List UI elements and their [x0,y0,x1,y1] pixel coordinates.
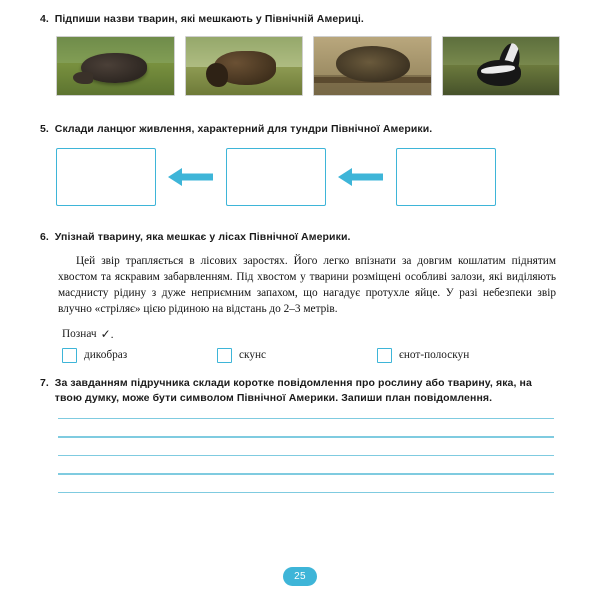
task-7-answer-lines [58,418,554,493]
answer-line-1[interactable] [58,418,554,419]
food-chain-box-3[interactable] [396,148,496,206]
task-6-paragraph-text: Цей звір трапляється в лісових заростях. Його легко впізнати за довгим кошлатим піднятим хвостом та яскравим забарвленням. Під хвостом у тварини розміщені особливі залози, які виділяють масднисту рідину з дуже неприємним запахом, що нагадує протухле яйце. У разі небезпеки звір влучно «стріляє» цією рідиною на відстань до 2–3 метрів. [58,254,556,315]
option-label-dykobraz: дикобраз [84,349,128,362]
mark-instruction [62,327,560,342]
food-chain-box-2[interactable] [226,148,326,206]
option-skuns[interactable] [217,348,377,363]
task-7-prompt: За завданням підручника склади коротке повідомлення про рослину або тварину, яка, на твою думку, може бути символом Північної Америки. Запиши план повідомлення. [54,376,532,404]
page-number-badge: 25 [283,567,317,586]
task-7-heading [40,376,560,406]
task-5-heading [40,122,560,136]
animal-photo-porcupine-tree [313,36,432,96]
checkbox-dykobraz[interactable] [62,348,77,363]
animal-photo-porcupine-grass [56,36,175,96]
check-mark-icon: ✓. [100,326,114,341]
task-6-heading [40,230,560,244]
task-6-prompt: Упізнай тварину, яка мешкає у лісах Північної Америки. [54,231,351,244]
answer-line-4[interactable] [58,473,554,474]
task-6-number: 6. [40,231,49,244]
task-4-prompt: Підпиши назви тварин, які мешкають у Північній Америці. [54,13,364,25]
task-5-number: 5. [40,123,49,136]
answer-line-5[interactable] [58,492,554,493]
animal-photo-bison [185,36,304,96]
mark-instruction-label: Познач [62,328,97,341]
option-yenot-poloskun[interactable] [377,348,469,363]
page-footer [0,567,600,586]
task-5-prompt: Склади ланцюг живлення, характерний для тундри Північної Америки. [54,123,433,136]
answer-line-2[interactable] [58,436,554,437]
option-label-skuns: скунс [239,349,267,362]
task-6-options [62,348,560,363]
option-dykobraz[interactable] [62,348,217,363]
task-4-number: 4. [40,13,49,25]
animal-photo-skunk [442,36,561,96]
checkbox-skuns[interactable] [217,348,232,363]
task-6-paragraph [58,253,556,317]
task-4-photo-row [56,36,560,96]
answer-line-3[interactable] [58,455,554,456]
task-4-heading [40,12,560,26]
task-7-number: 7. [40,376,49,389]
option-label-yenot-poloskun: єнот-полоскун [399,349,470,362]
arrow-left-icon-2 [326,149,396,205]
food-chain-box-1[interactable] [56,148,156,206]
arrow-left-icon-1 [156,149,226,205]
food-chain-row [56,148,560,206]
checkbox-yenot-poloskun[interactable] [377,348,392,363]
